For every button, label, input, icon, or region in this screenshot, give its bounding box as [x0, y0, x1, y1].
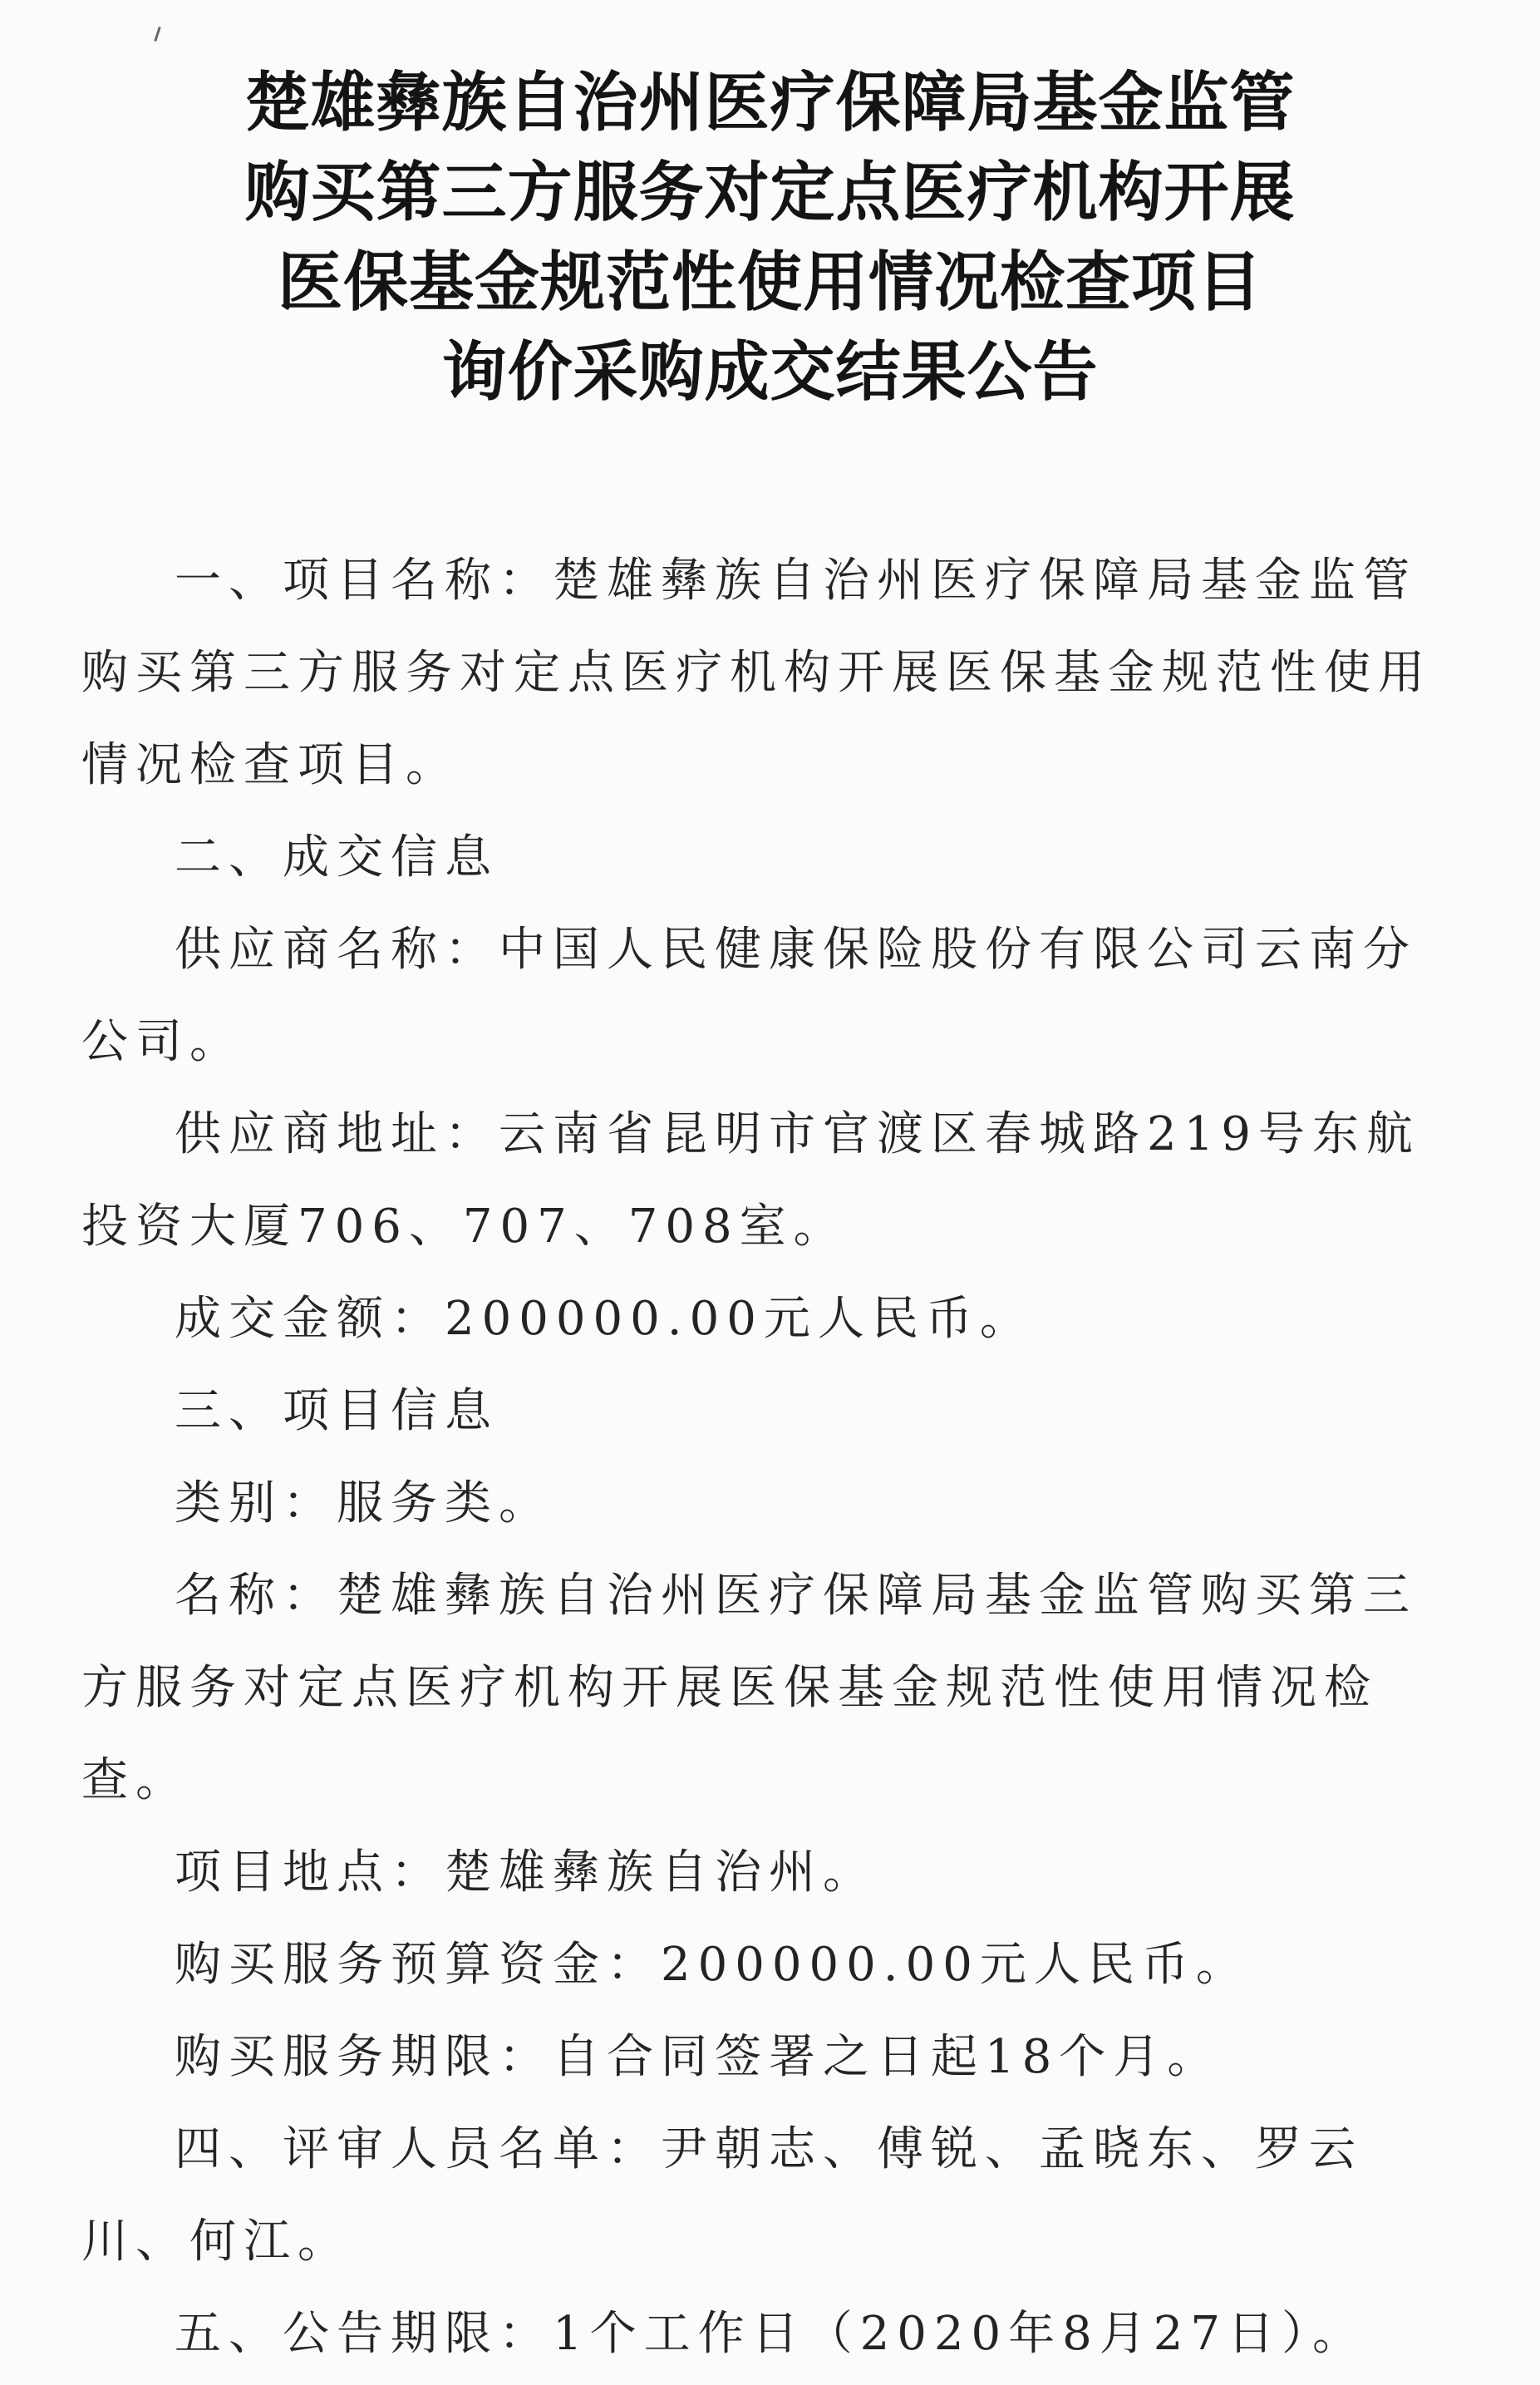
title-line-3: 医保基金规范性使用情况检查项目	[277, 245, 1262, 320]
announcement-period-paragraph: 五、公告期限：1个工作日（2020年8月27日）。	[175, 2307, 1367, 2361]
service-period-paragraph: 购买服务期限：自合同签署之日起18个月。	[175, 2030, 1222, 2084]
category-paragraph: 类别：服务类。	[175, 1476, 553, 1530]
reviewer-list-paragraph: 四、评审人员名单：尹朝志、傅锐、孟晓东、罗云川、何江。	[81, 2122, 1363, 2269]
service-name-paragraph: 名称：楚雄彝族自治州医疗保障局基金监管购买第三方服务对定点医疗机构开展医保基金规范性使用情况检查。	[81, 1569, 1417, 1807]
scan-mark	[154, 27, 160, 42]
title-line-4: 询价采购成交结果公告	[441, 335, 1099, 410]
document-title	[75, 58, 1465, 417]
budget-paragraph: 购买服务预算资金：200000.00元人民币。	[175, 1938, 1250, 1992]
transaction-info-heading: 二、成交信息	[175, 830, 499, 885]
supplier-address-paragraph: 供应商地址：云南省昆明市官渡区春城路219号东航投资大厦706、707、708室。	[81, 1107, 1420, 1254]
document-body	[81, 535, 1451, 2380]
project-location-paragraph: 项目地点：楚雄彝族自治州。	[175, 1845, 877, 1900]
project-info-heading: 三、项目信息	[175, 1384, 499, 1438]
transaction-amount-paragraph: 成交金额：200000.00元人民币。	[175, 1292, 1034, 1346]
supplier-name-paragraph: 供应商名称：中国人民健康保险股份有限公司云南分公司。	[81, 923, 1417, 1069]
title-line-2: 购买第三方服务对定点医疗机构开展	[244, 155, 1296, 230]
title-line-1: 楚雄彝族自治州医疗保障局基金监管	[244, 66, 1296, 140]
project-name-paragraph: 一、项目名称：楚雄彝族自治州医疗保障局基金监管购买第三方服务对定点医疗机构开展医保基金规范性使用情况检查项目。	[81, 554, 1432, 792]
